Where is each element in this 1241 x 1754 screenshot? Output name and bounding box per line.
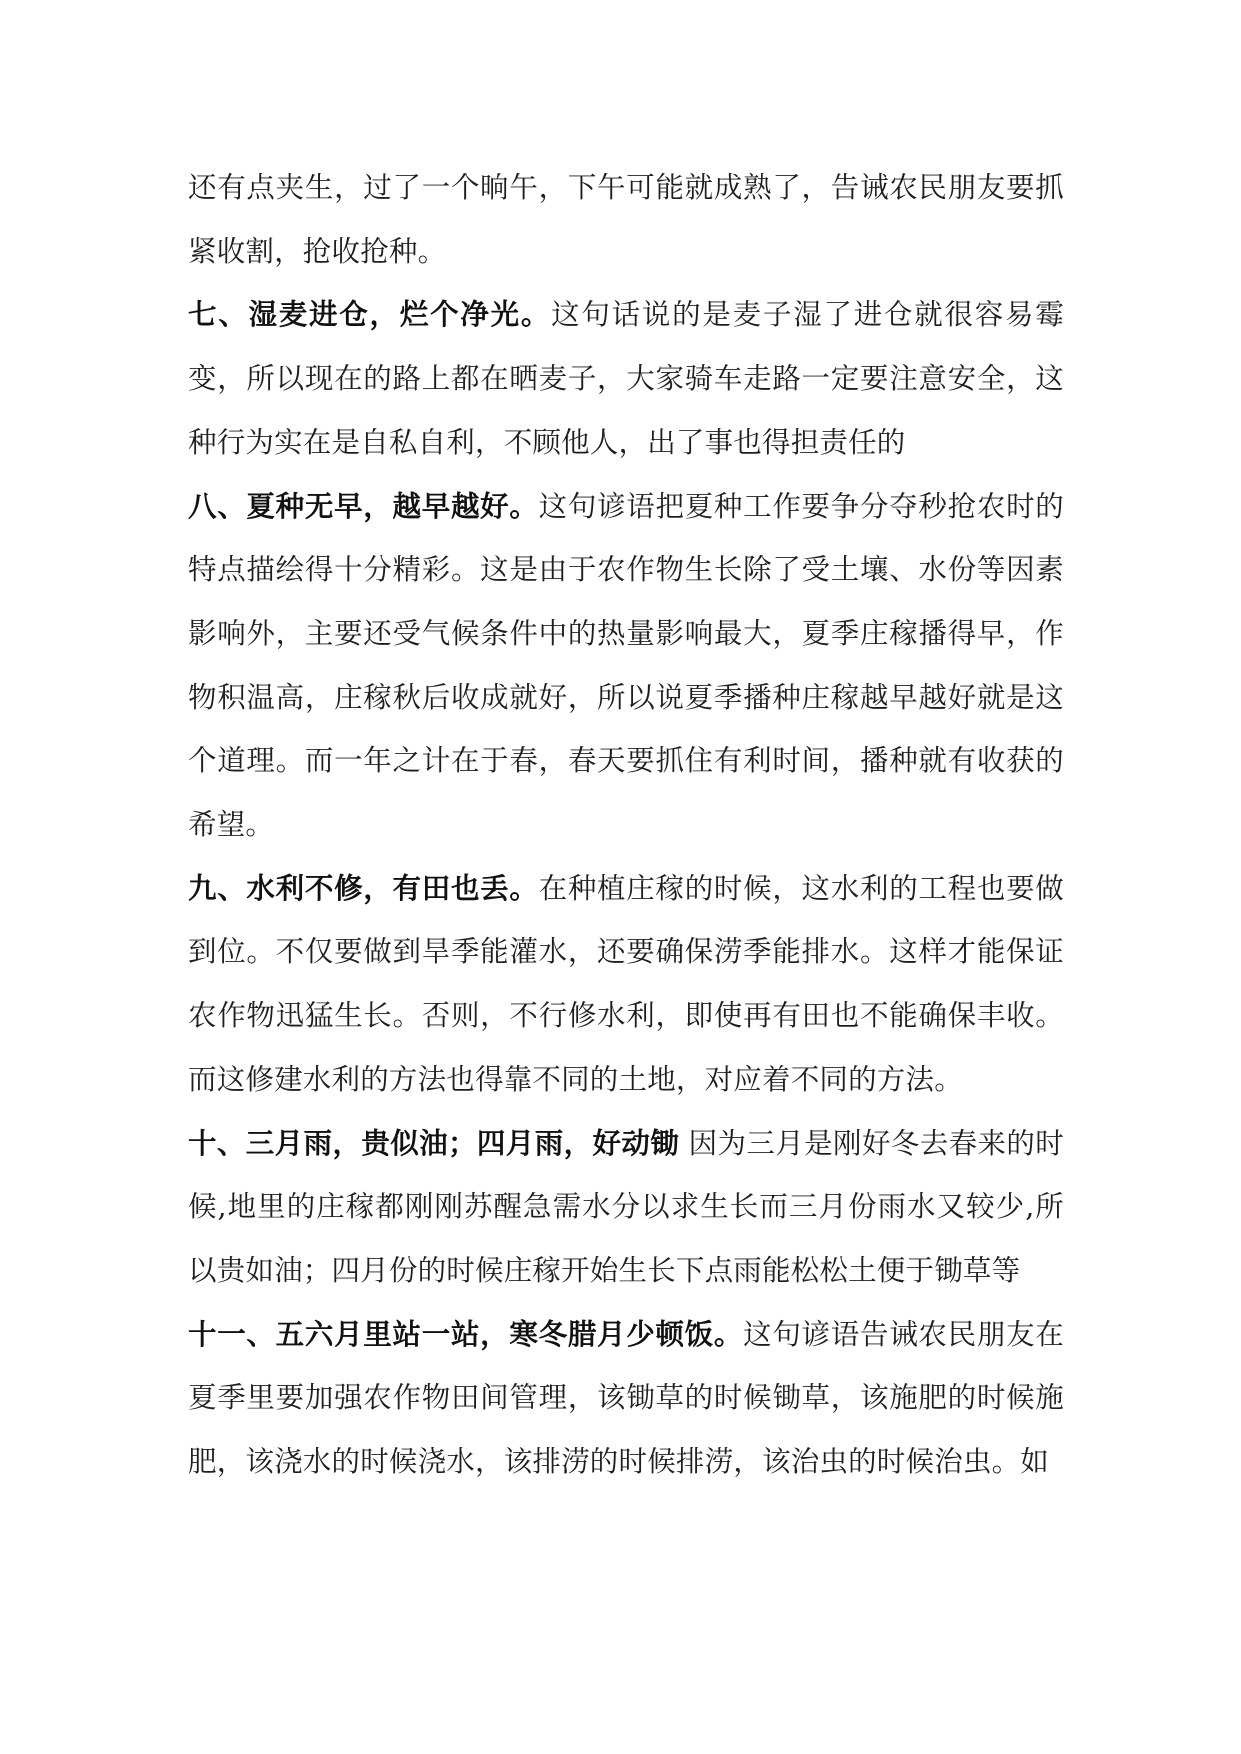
paragraph-10: [188, 1112, 1064, 1303]
document-page: [188, 156, 1064, 1494]
paragraph-7: [188, 283, 1064, 474]
paragraph-11: [188, 1303, 1064, 1494]
paragraph-body: 这句谚语把夏种工作要争分夺秒抢农时的特点描绘得十分精彩。这是由于农作物生长除了受土壤、水份等因素影响外，主要还受气候条件中的热量影响最大，夏季庄稼播得早，作物积温高，庄稼秋后收成就好，所以说夏季播种庄稼越早越好就是这个道理。而一年之计在于春，春天要抓住有利时间，播种就有收获的希望。: [188, 489, 1064, 842]
paragraph-heading: 九、水利不修，有田也丢。: [188, 870, 539, 905]
paragraph-body: 还有点夹生，过了一个晌午，下午可能就成熟了，告诫农民朋友要抓紧收割，抢收抢种。: [188, 171, 1064, 268]
paragraph-body: 这句谚语告诫农民朋友在夏季里要加强农作物田间管理，该锄草的时候锄草，该施肥的时候施肥，该浇水的时候浇水，该排涝的时候排涝，该治虫的时候治虫。如: [188, 1317, 1064, 1479]
paragraph-heading: 七、湿麦进仓，烂个净光。: [188, 297, 552, 332]
paragraph-body: 这句话说的是麦子湿了进仓就很容易霉变，所以现在的路上都在晒麦子，大家骑车走路一定要注意安全，这种行为实在是自私自利，不顾他人，出了事也得担责任的: [188, 298, 1064, 459]
paragraph-8: [188, 475, 1064, 857]
paragraph-body: 在种植庄稼的时候，这水利的工程也要做到位。不仅要做到旱季能灌水，还要确保涝季能排水。这样才能保证农作物迅猛生长。否则，不行修水利，即使再有田也不能确保丰收。而这修建水利的方法也得靠不同的土地，对应着不同的方法。: [188, 871, 1064, 1096]
paragraph-9: [188, 857, 1064, 1112]
paragraph-body: 因为三月是刚好冬去春来的时候,地里的庄稼都刚刚苏醒急需水分以求生长而三月份雨水又较少,所以贵如油；四月份的时候庄稼开始生长下点雨能松松土便于锄草等: [188, 1126, 1064, 1287]
paragraph-continuation: [188, 156, 1064, 283]
paragraph-heading: 十一、五六月里站一站，寒冬腊月少顿饭。: [188, 1316, 744, 1351]
paragraph-heading: 八、夏种无早，越早越好。: [188, 488, 539, 523]
paragraph-heading: 十、三月雨，贵似油；四月雨，好动锄: [188, 1125, 680, 1160]
